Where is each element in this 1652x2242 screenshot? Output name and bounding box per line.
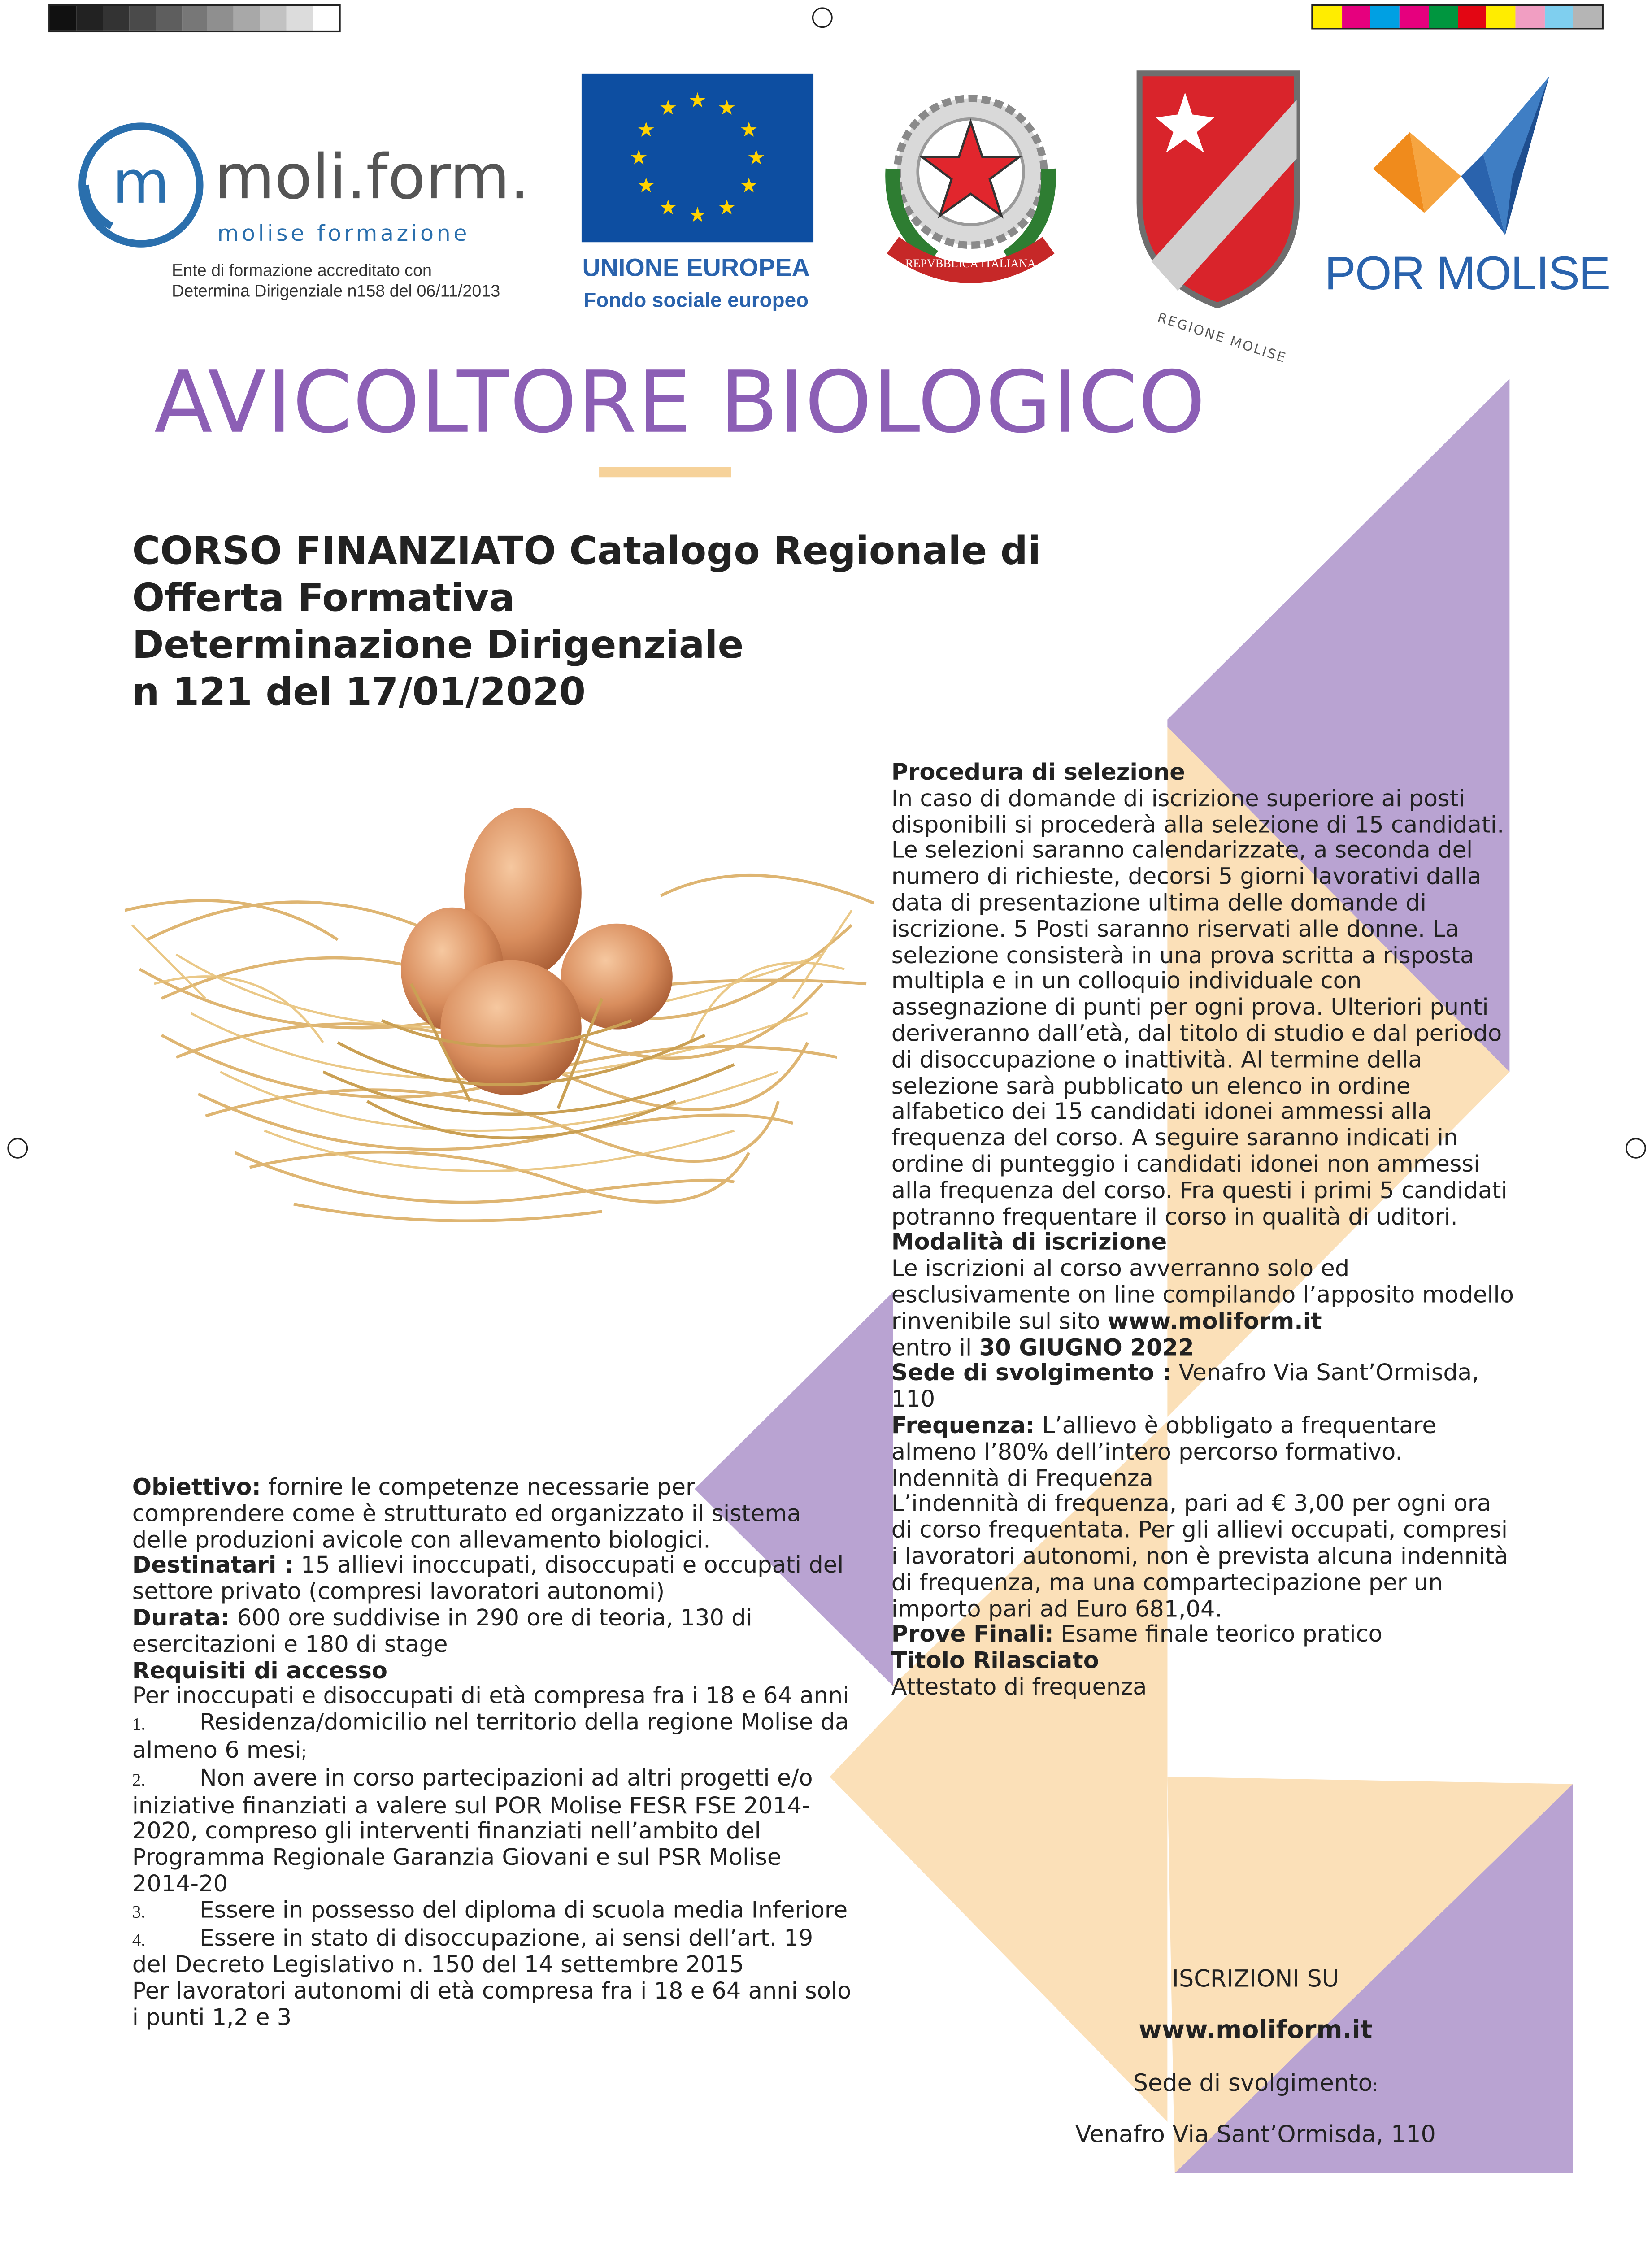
prove-paragraph <box>891 1623 1516 1649</box>
svg-text:★: ★ <box>629 145 648 169</box>
svg-text:★: ★ <box>637 173 656 197</box>
regione-molise-shield <box>1134 70 1303 367</box>
heading-line-2: Offerta Formativa <box>132 577 515 621</box>
durata-paragraph <box>132 1606 852 1659</box>
eu-sublabel: Fondo sociale europeo <box>583 287 809 312</box>
por-label: POR MOLISE <box>1324 247 1610 300</box>
svg-text:★: ★ <box>688 202 707 227</box>
registration-mark-right <box>1626 1138 1646 1159</box>
moliform-name: moli.form. <box>214 141 530 213</box>
requisito-1-text: Residenza/domicilio nel territorio della regione Molise da almeno 6 mesi <box>132 1709 849 1764</box>
heading-line-3: Determinazione Dirigenziale <box>132 624 744 668</box>
title-underline <box>599 467 731 477</box>
por-bird-icon <box>1365 74 1556 243</box>
greyscale-bar <box>48 4 341 32</box>
requisito-2-text: Non avere in corso partecipazioni ad altri progetti e/o iniziative finanziati a valere sul POR Molise FESR FSE 2014-2020, compreso gli interventi finanziati nell’ambito del Programma Regionale Garanzia Giovani e sul PSR Molise 2014-20 <box>132 1764 813 1897</box>
right-column <box>891 760 1516 1701</box>
requisito-2-number: 2. <box>132 1769 146 1790</box>
titolo-value: Attestato di frequenza <box>891 1673 1147 1700</box>
frequenza-label: Frequenza: <box>891 1412 1035 1439</box>
requisiti-title: Requisiti di accesso <box>132 1657 388 1684</box>
requisito-4 <box>132 1926 852 1980</box>
accreditation-line-2: Determina Dirigenziale n158 del 06/11/2013 <box>172 283 500 301</box>
svg-text:★: ★ <box>688 88 707 113</box>
por-molise-logo <box>1322 74 1610 308</box>
autonomi-text: Per lavoratori autonomi di età compresa fra i 18 e 64 anni solo i punti 1,2 e 3 <box>132 1978 852 2031</box>
svg-text:★: ★ <box>739 117 758 142</box>
shield-ribbon-text: REGIONE MOLISE <box>1155 311 1288 367</box>
indennita-text: L’indennità di frequenza, pari ad € 3,00 per ogni ora di corso frequentata. Per gli allievi occupati, compresi i lavoratori autonomi, non è prevista alcuna indennità di frequenza, ma una compartecipazione per un importo pari ad Euro 681,04. <box>891 1490 1509 1622</box>
egg-front-icon <box>440 960 581 1095</box>
prove-label: Prove Finali: <box>891 1621 1054 1648</box>
eu-flag-icon <box>582 74 813 243</box>
modalita-paragraph <box>891 1257 1516 1362</box>
course-funding-heading <box>132 529 1160 717</box>
frequenza-value: L’allievo è obbligato a frequentare almeno l’80% dell’intero percorso formativo. <box>891 1412 1436 1465</box>
italian-republic-emblem <box>875 81 1066 301</box>
svg-text:★: ★ <box>637 117 656 142</box>
sede-label: Sede di svolgimento : <box>891 1360 1172 1387</box>
sede-value: Venafro Via Sant’Ormisda, 110 <box>891 1360 1479 1413</box>
durata-value: 600 ore suddivise in 290 ore di teoria, 130 di esercitazioni e 180 di stage <box>132 1605 752 1658</box>
svg-text:★: ★ <box>717 95 736 120</box>
obiettivo-label: Obiettivo: <box>132 1474 261 1501</box>
requisito-4-number: 4. <box>132 1929 146 1950</box>
obiettivo-value: fornire le competenze necessarie per comprendere come è strutturato ed organizzato il sistema delle produzioni avicole con allevamento biologici. <box>132 1474 801 1553</box>
molise-shield-icon <box>1134 70 1303 313</box>
prove-value: Esame finale teorico pratico <box>1053 1621 1382 1648</box>
svg-text:★: ★ <box>739 173 758 197</box>
accreditation-line-1: Ente di formazione accreditato con <box>172 263 432 281</box>
requisito-3 <box>132 1898 852 1926</box>
heading-line-4: n 121 del 17/01/2020 <box>132 671 586 715</box>
registration-mark-top <box>812 7 833 28</box>
eu-label: UNIONE EUROPEA <box>582 254 810 282</box>
requisito-1-number: 1. <box>132 1714 146 1734</box>
requisito-4-text: Essere in stato di disoccupazione, ai sensi dell’art. 19 del Decreto Legislativo n. 150 del 14 settembre 2015 <box>132 1924 813 1979</box>
iscrizioni-sede-colon: : <box>1372 2076 1378 2095</box>
durata-label: Durata: <box>132 1605 230 1632</box>
requisito-1 <box>132 1711 852 1766</box>
moliform-logo <box>74 114 543 276</box>
iscrizioni-label: ISCRIZIONI SU <box>1172 1964 1339 1993</box>
heading-line-1: CORSO FINANZIATO Catalogo Regionale di <box>132 530 1041 574</box>
moliform-mark-icon <box>74 114 213 258</box>
modalita-title: Modalità di iscrizione <box>891 1230 1167 1256</box>
registration-mark-left <box>7 1138 28 1159</box>
accreditation-caption <box>172 261 500 303</box>
destinatari-paragraph <box>132 1554 852 1607</box>
modalita-deadline: 30 GIUGNO 2022 <box>979 1334 1194 1361</box>
obiettivo-paragraph <box>132 1476 852 1554</box>
requisito-3-text: Essere in possesso del diploma di scuola media Inferiore <box>200 1897 848 1923</box>
frequenza-paragraph <box>891 1414 1516 1466</box>
svg-text:★: ★ <box>747 145 766 169</box>
requisito-2 <box>132 1766 852 1899</box>
moliform-tagline: molise formazione <box>217 220 470 247</box>
requisiti-intro: Per inoccupati e disoccupati di età compresa fra i 18 e 64 anni <box>132 1683 849 1710</box>
course-title: AVICOLTORE BIOLOGICO <box>154 352 1206 452</box>
modalita-text: Le iscrizioni al corso avverranno solo ed esclusivamente on line compilando l’apposito modello rinvenibile sul sito <box>891 1256 1514 1334</box>
emblem-ribbon-text: REPVBBLICA ITALIANA <box>905 257 1036 270</box>
left-column <box>132 1476 852 2032</box>
svg-text:m: m <box>112 148 170 217</box>
modalita-deadline-pre: entro il <box>891 1334 979 1361</box>
requisito-1-tail: ; <box>301 1742 307 1762</box>
modalita-site-link[interactable]: www.moliform.it <box>1107 1308 1322 1334</box>
indennita-title: Indennità di Frequenza <box>891 1464 1153 1491</box>
destinatari-value: 15 allievi inoccupati, disoccupati e occupati del settore privato (compresi lavoratori autonomi) <box>132 1552 844 1605</box>
eu-logo <box>570 74 820 323</box>
sede-paragraph <box>891 1362 1516 1414</box>
iscrizioni-sede <box>1028 2069 1483 2097</box>
svg-text:★: ★ <box>717 195 736 220</box>
selezione-title: Procedura di selezione <box>891 759 1185 786</box>
titolo-label: Titolo Rilasciato <box>891 1647 1099 1674</box>
iscrizioni-sede-label: Sede di svolgimento <box>1133 2069 1373 2097</box>
svg-text:★: ★ <box>659 195 678 220</box>
iscrizioni-block <box>1028 1965 1483 2148</box>
requisito-3-number: 3. <box>132 1901 146 1922</box>
destinatari-label: Destinatari : <box>132 1552 294 1579</box>
svg-text:★: ★ <box>659 95 678 120</box>
eggs-in-nest-image <box>117 764 881 1248</box>
selezione-text: In caso di domande di iscrizione superiore ai posti disponibili si procederà alla selezione di 15 candidati. Le selezioni saranno calendarizzate, a seconda del numero di richieste, decorsi 5 giorni lavorativi dalla data di presentazione ultima delle domande di iscrizione. 5 Posti saranno riservati alle donne. La selezione consisterà in una prova scritta a risposta multipla e in un colloquio individuale con assegnazione di punti per ogni prova. Ulteriori punti deriveranno dall’età, dal titolo di studio e dal periodo di disoccupazione o inattività. Al termine della selezione sarà pubblicato un elenco in ordine alfabetico dei 15 candidati idonei ammessi alla frequenza del corso. A seguire saranno indicati in ordine di punteggio i candidati idonei non ammessi alla frequenza del corso. Fra questi i primi 5 candidati potranno frequentare il corso in qualità di uditori. <box>891 785 1508 1230</box>
iscrizioni-site-link[interactable]: www.moliform.it <box>1139 2016 1373 2046</box>
color-bar <box>1311 4 1604 30</box>
iscrizioni-address: Venafro Via Sant’Ormisda, 110 <box>1075 2120 1436 2148</box>
